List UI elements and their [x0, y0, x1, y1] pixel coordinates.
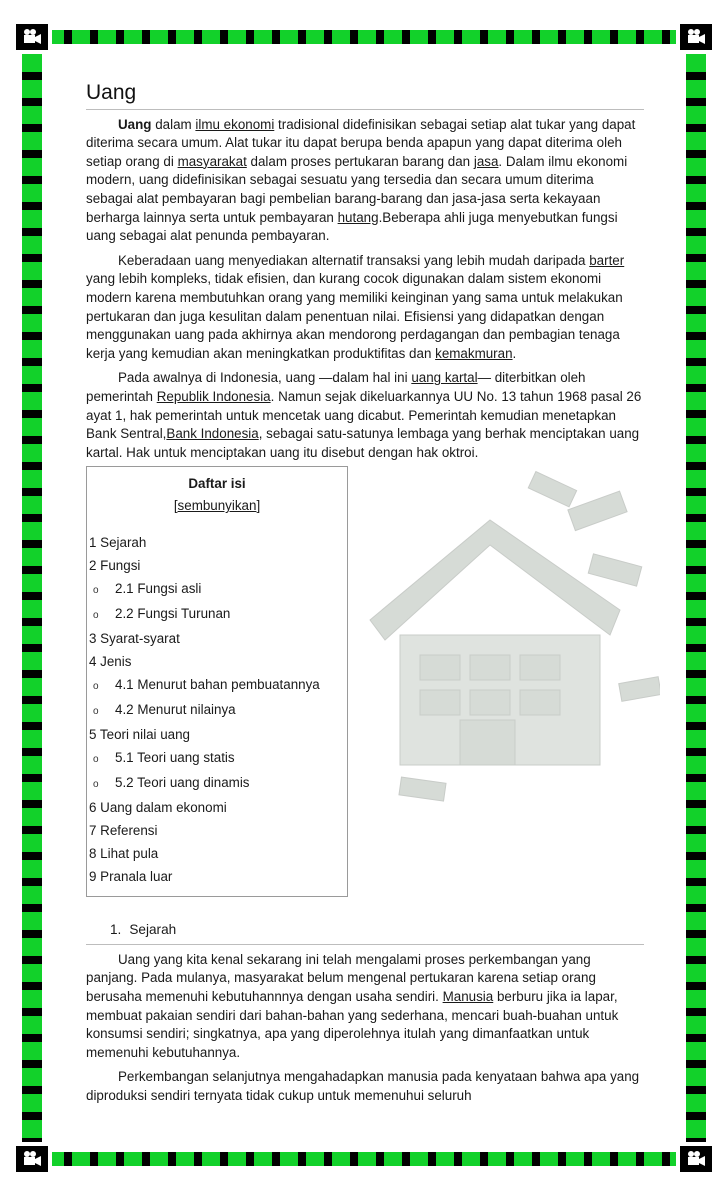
section-heading [86, 921, 644, 945]
text: tradisional didefinisikan sebagai setiap alat tukar yang dapat diterima secara umum. Alat tukar itu dapat berupa benda apapun yang dapat diterima oleh setiap orang di [86, 116, 636, 169]
toc-item-label: 4.2 Menurut nilainya [115, 702, 236, 718]
toc-item-label: 5 Teori nilai uang [89, 727, 190, 743]
film-camera-icon [16, 1146, 48, 1172]
text: dalam proses pertukaran barang dan [246, 153, 474, 169]
table-of-contents [86, 466, 348, 897]
toc-item[interactable] [87, 865, 347, 888]
text: . Namun sejak dikeluarkannya UU No. 13 tahun 1968 pasal 26 ayat 1, hak pemerintah untuk mencetak uang dicabut. Pemerintah kemudian menetapkan Bank Sentral, [86, 388, 642, 442]
toc-item-label: 6 Uang dalam ekonomi [89, 800, 227, 816]
toc-list [87, 531, 347, 888]
toc-item-label: 9 Pranala luar [89, 869, 173, 885]
film-camera-icon [16, 24, 48, 50]
text: .Beberapa ahli juga menyebutkan fungsi uang sebagai alat penunda pembayaran. [86, 209, 618, 244]
intro-paragraph-3 [86, 369, 644, 462]
text: Keberadaan uang menyediakan alternatif transaksi yang lebih mudah daripada [118, 252, 590, 268]
bullet-icon: o [93, 754, 99, 766]
toc-item[interactable] [87, 531, 347, 554]
toc-item[interactable] [87, 819, 347, 842]
toc-item[interactable] [87, 673, 347, 698]
border-bottom [16, 1146, 712, 1172]
toc-item-label: 4.1 Menurut bahan pembuatannya [115, 677, 320, 693]
toc-item-label: 2 Fungsi [89, 558, 141, 574]
toc-item-label: 1 Sejarah [89, 535, 147, 551]
text: . [512, 345, 517, 361]
term-bold: Uang [118, 116, 152, 132]
toc-item-label: 2.2 Fungsi Turunan [115, 606, 231, 622]
link-ilmu-ekonomi[interactable]: ilmu ekonomi [195, 116, 275, 132]
text: — diterbitkan oleh pemerintah [86, 370, 586, 404]
text: . Dalam ilmu ekonomi modern, uang didefinisikan sebagai sesuatu yang tersedia dan secara umum diterima sebagai alat pembayaran bagi pembelian barang-barang dan jasa-jasa serta kekayaan berharga lainnya serta untuk pembayaran [86, 153, 628, 225]
page-title: Uang [86, 84, 644, 110]
toc-item-label: 8 Lihat pula [89, 846, 159, 862]
section-paragraph-2: Perkembangan selanjutnya mengahadapkan manusia pada kenyataan bahwa apa yang diproduksi sendiri ternyata tidak cukup untuk memenuhui seluruh [86, 1069, 640, 1104]
bullet-icon: o [93, 779, 99, 791]
text: Uang yang kita kenal sekarang ini telah mengalami proses perkembangan yang panjang. Pada mulanya, masyarakat belum mengenal pertukaran karena setiap orang berusaha memenuhi kebutuhannnya dengan usaha sendiri. [86, 951, 596, 1005]
link-masyarakat[interactable]: masyarakat [177, 153, 247, 169]
link-jasa[interactable]: jasa [473, 153, 499, 169]
film-camera-icon [680, 1146, 712, 1172]
toc-item[interactable] [87, 627, 347, 650]
text: yang lebih kompleks, tidak efisien, dan kurang cocok digunakan dalam sistem ekonomi modern karena membutuhkan orang yang memiliki keinginan yang sama untuk melakukan pertukaran dan juga kesulitan dalam penentuan nilai. Efisiensi yang didapatkan dengan menggunakan uang pada akhirnya akan mendorong perdagangan dan pembagian tenaga kerja yang kemudian akan meningkatkan produktifitas dan [86, 271, 623, 361]
border-left [16, 24, 48, 1172]
toc-item-label: 5.2 Teori uang dinamis [115, 775, 250, 791]
text: berburu jika ia lapar, membuat pakaian sendiri dari bahan-bahan yang sederhana, mencari buah-buahan untuk konsumsi sendiri; singkatnya, apa yang diperolehnya itulah yang dimanfaatkan untuk memenuhi kebutuhannya. [86, 989, 619, 1060]
link-kemakmuran[interactable]: kemakmuran [435, 345, 513, 361]
section-number: 1. [110, 922, 122, 938]
toc-item[interactable] [87, 796, 347, 819]
link-republik-indonesia[interactable]: Republik Indonesia [156, 388, 271, 404]
toc-item[interactable] [87, 842, 347, 865]
text: Pada awalnya di Indonesia, uang —dalam hal ini [118, 370, 412, 386]
toc-item-label: 5.1 Teori uang statis [115, 750, 235, 766]
link-hutang[interactable]: hutang [337, 209, 379, 225]
toc-item[interactable] [87, 723, 347, 746]
section-title: Sejarah [129, 922, 177, 938]
toc-item-label: 7 Referensi [89, 823, 158, 839]
toc-item[interactable] [87, 771, 347, 796]
bracket: ] [256, 498, 261, 514]
toc-hide-toggle [87, 495, 347, 517]
bullet-icon: o [93, 706, 99, 718]
bullet-icon: o [93, 585, 99, 597]
link-uang-kartal[interactable]: uang kartal [411, 370, 478, 386]
toc-item[interactable] [87, 650, 347, 673]
section-paragraph-1 [86, 951, 644, 1063]
toc-title: Daftar isi [188, 476, 246, 492]
border-right [680, 24, 712, 1172]
toc-item[interactable] [87, 746, 347, 771]
toc-item-label: 2.1 Fungsi asli [115, 581, 202, 597]
bracket: [ [173, 498, 178, 514]
toc-item[interactable] [87, 698, 347, 723]
link-barter[interactable]: barter [589, 252, 625, 268]
bullet-icon: o [93, 610, 99, 622]
toc-item-label: 3 Syarat-syarat [89, 631, 180, 647]
intro-paragraph-1 [86, 116, 644, 246]
link-bank-indonesia[interactable]: Bank Indonesia [166, 426, 259, 442]
text: dalam [151, 116, 196, 132]
article [86, 81, 644, 1106]
bullet-icon: o [93, 681, 99, 693]
link-manusia[interactable]: Manusia [442, 989, 494, 1005]
toc-item[interactable] [87, 554, 347, 577]
toc-item-label: 4 Jenis [89, 654, 132, 670]
border-top [16, 24, 712, 50]
text: , sebagai satu-satunya lembaga yang berhak menciptakan uang kartal. Hak untuk menciptakan uang itu disebut dengan hak oktroi. [86, 426, 640, 460]
toc-item[interactable] [87, 602, 347, 627]
film-camera-icon [680, 24, 712, 50]
toc-item[interactable] [87, 577, 347, 602]
hide-toc-link[interactable]: sembunyikan [177, 498, 257, 514]
intro-paragraph-2 [86, 252, 644, 364]
